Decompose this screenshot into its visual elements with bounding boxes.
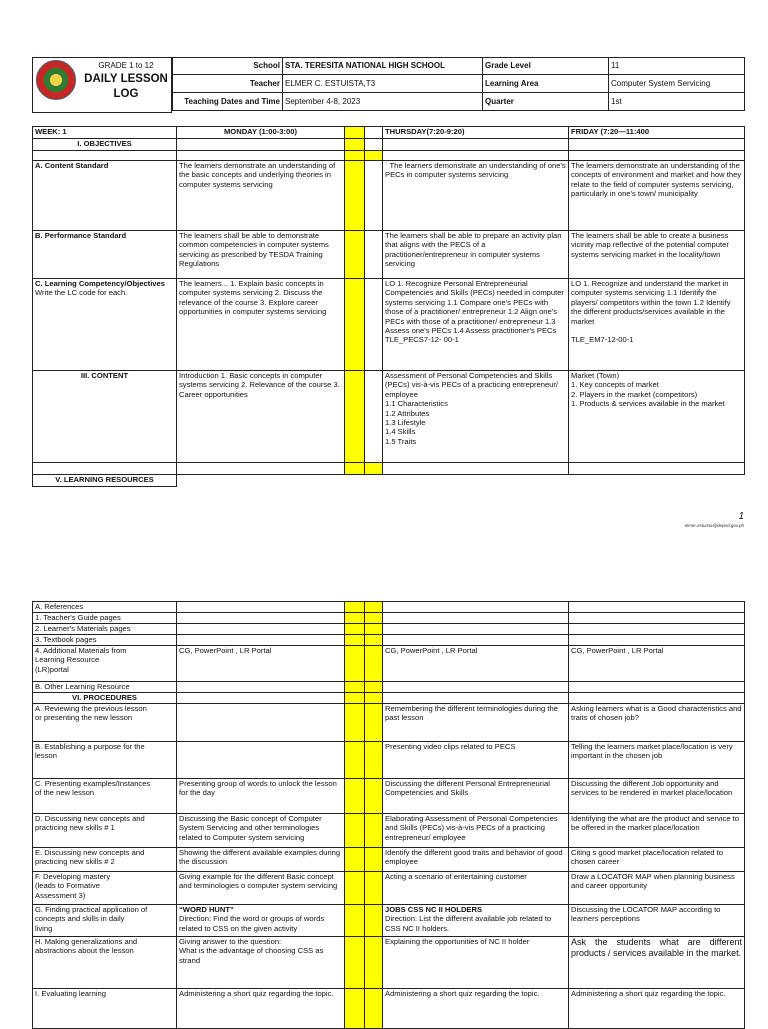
word-hunt-title: “WORD HUNT” [179,905,234,914]
procedure-i-label: I. Evaluating learning [33,989,177,1029]
procedure-i-fri: Administering a short quiz regarding the topic. [569,989,745,1029]
additional-materials-label: 4. Additional Materials from Learning Resource (LR)portal [33,646,177,682]
procedure-b-thu: Presenting video clips related to PECS [383,742,569,779]
procedure-a-thu: Remembering the different terminologies during the past lesson [383,704,569,742]
blank-cell [383,463,569,475]
procedure-f-fri: Draw a LOCATOR MAP when planning business and career opportunity [569,872,745,905]
procedures-heading: VI. PROCEDURES [33,693,177,704]
thursday-header: THURSDAY(7:20-9:20) [383,127,569,139]
page-number: 1 [738,511,744,522]
references-label: A. References [33,602,177,613]
blank-cell [33,151,177,161]
procedure-g-mon: Direction: Find the word or groups of words related to CSS on the given activity [179,914,325,933]
yellow-cell [345,279,365,371]
competency-mon: The learners... 1. Explain basic concepts in computer systems servicing 2. Discuss the relevance of the course 3. Explore career opportunities in computer systems servicing [177,279,345,371]
competency-label: C. Learning Competency/Objectives [35,279,165,288]
footer-email: elmer.estuista@deped.gov.ph [684,523,744,528]
procedure-h-label: H. Making generalizations and abstractions about the lesson [33,937,177,989]
content-fri: Market (Town) 1. Key concepts of market 2. Players in the market (competitors) 1. Products & services available in the market [569,371,745,463]
grade-level-value: 11 [609,58,745,75]
blank-cell [383,693,569,704]
learning-area-value: Computer System Servicing [609,75,745,93]
grade-range-label: GRADE 1 to 12 [98,61,154,70]
learning-area-label: Learning Area [483,75,609,93]
content-standard-label: A. Content Standard [33,161,177,231]
yellow-cell [345,814,365,848]
blank-cell [569,463,745,475]
procedure-g-label: G. Finding practical application of concepts and skills in daily living [33,905,177,937]
content-standard-mon: The learners demonstrate an understanding of the basic concepts and underlying theories in computer systems servicing [177,161,345,231]
blank-cell [569,151,745,161]
yellow-cell [345,463,365,475]
performance-standard-fri: The learners shall be able to create a business vicinity map reflective of the potential computer systems servicing market in the locality/town [569,231,745,279]
content-label: III. CONTENT [33,371,177,463]
yellow-cell [345,693,365,704]
yellow-cell [365,635,383,646]
week-label: WEEK: 1 [33,127,177,139]
procedure-a-label: A. Reviewing the previous lesson or presenting the new lesson [33,704,177,742]
blank-cell [365,139,383,151]
dates-label: Teaching Dates and Time [173,93,283,111]
blank-cell [177,151,345,161]
school-value: STA. TERESITA NATIONAL HIGH SCHOOL [283,58,483,75]
additional-materials-thu: CG, PowerPoint , LR Portal [383,646,569,682]
blank-cell [177,463,345,475]
procedure-e-label: E. Discussing new concepts and practicing new skills # 2 [33,848,177,872]
procedure-c-label: C. Presenting examples/Instances of the new lesson [33,779,177,814]
competency-note: Write the LC code for each. [35,288,128,298]
performance-standard-thu: The learners shall be able to prepare an activity plan that aligns with the PECS of a practitioner/entrepreneur in computer systems servicing [383,231,569,279]
blank-cell [383,682,569,693]
blank-cell [383,151,569,161]
procedure-h-fri: Ask the students what are different products / services available in the market. [569,937,745,989]
teachers-guide-label: 1. Teacher's Guide pages [33,613,177,624]
yellow-cell [365,624,383,635]
yellow-cell [345,624,365,635]
blank-cell [365,279,383,371]
yellow-cell [345,848,365,872]
yellow-cell [365,602,383,613]
objectives-table [32,126,745,487]
quarter-value: 1st [609,93,745,111]
procedure-e-fri: Citing s good market place/location related to chosen career [569,848,745,872]
yellow-cell [345,646,365,682]
teacher-label: Teacher [173,75,283,93]
procedure-c-fri: Discussing the different Job opportunity and services to be rendered in market place/location [569,779,745,814]
blank-cell [569,613,745,624]
yellow-cell [365,848,383,872]
learners-materials-label: 2. Learner's Materials pages [33,624,177,635]
yellow-cell [345,779,365,814]
learning-resources-heading: V. LEARNING RESOURCES [33,475,177,487]
blank-cell [569,139,745,151]
procedure-a-fri: Asking learners what is a Good characteristics and traits of chosen job? [569,704,745,742]
blank-cell [569,682,745,693]
blank-cell [569,635,745,646]
other-learning-resource-label: B. Other Learning Resource [33,682,177,693]
procedure-c-mon: Presenting group of words to unlock the lesson for the day [177,779,345,814]
procedure-h-mon: Giving answer to the question: What is the advantage of choosing CSS as strand [177,937,345,989]
procedure-f-label: F. Developing mastery (leads to Formative Assessment 3) [33,872,177,905]
yellow-cell [365,646,383,682]
additional-materials-mon: CG, PowerPoint , LR Portal [177,646,345,682]
additional-materials-fri: CG, PowerPoint , LR Portal [569,646,745,682]
blank-cell [177,624,345,635]
competency-fri: LO 1. Recognize and understand the market in computer systems servicing 1.1 Identify the players/ competitors within the town 1.2 Identify the different products/services available in the market TLE_EM7-12-00-1 [569,279,745,371]
yellow-col-1 [345,127,365,139]
procedure-a-mon [177,704,345,742]
content-mon: Introduction 1. Basic concepts in computer systems servicing 2. Relevance of the course 3. Career opportunities [177,371,345,463]
procedure-d-mon: Discussing the Basic concept of Computer System Servicing and other terminologies related to Computer system servicing [177,814,345,848]
procedures-table [32,601,745,1029]
procedure-e-mon: Showing the different available examples during the discussion [177,848,345,872]
yellow-cell [345,371,365,463]
procedure-d-fri: Identifying the what are the product and service to be offered in the market place/location [569,814,745,848]
yellow-cell [365,937,383,989]
procedure-g-mon-cell [177,905,345,937]
content-standard-thu: ` The learners demonstrate an understanding of one's PECs in computer systems servicing [383,161,569,231]
yellow-cell [345,613,365,624]
blank-cell [569,624,745,635]
procedure-b-mon [177,742,345,779]
blank-cell [569,693,745,704]
textbook-label: 3. Textbook pages [33,635,177,646]
yellow-cell [345,682,365,693]
yellow-cell [345,161,365,231]
blank-cell [177,613,345,624]
yellow-cell [365,779,383,814]
procedure-d-label: D. Discussing new concepts and practicing new skills # 1 [33,814,177,848]
friday-header: FRIDAY (7:20—11:400 [569,127,745,139]
yellow-cell [365,742,383,779]
yellow-cell [365,872,383,905]
yellow-cell [345,635,365,646]
procedure-h-thu: Explaining the opportunities of NC II holder [383,937,569,989]
yellow-cell [365,704,383,742]
procedure-b-fri: Telling the learners market place/location is very important in the chosen job [569,742,745,779]
content-thu: Assessment of Personal Competencies and Skills (PECs) vis-à-vis PECs of a practicing entrepreneur/ employee 1.1 Characteristics 1.2 Attributes 1.3 Lifestyle 1.4 Skills 1.5 Traits [383,371,569,463]
blank-cell [177,635,345,646]
procedure-e-thu: Identify the different good traits and behavior of good employee [383,848,569,872]
yellow-cell [345,231,365,279]
blank-cell [383,613,569,624]
school-label: School [173,58,283,75]
yellow-cell [365,682,383,693]
grade-level-label: Grade Level [483,58,609,75]
yellow-cell [345,139,365,151]
blank-cell [383,139,569,151]
header-table [172,57,745,111]
yellow-cell [365,814,383,848]
yellow-cell [365,989,383,1029]
yellow-cell [345,602,365,613]
blank-cell [383,635,569,646]
quarter-label: Quarter [483,93,609,111]
competency-thu: LO 1. Recognize Personal Entrepreneurial Competencies and Skills (PECs) needed in computer systems servicing 1.1 Compare one's PECs with those of a practitioner/ entrepreneur 1.2 Align one's PECs with those of a practitioner/ entrepreneur 1.3 Assess one's PECs 1.4 Assess practitioner's PECs TLE_PECS7-12- 00-1 [383,279,569,371]
yellow-cell [365,613,383,624]
jobs-css-title: JOBS CSS NC II HOLDERS [385,905,483,914]
content-standard-fri: The learners demonstrate an understanding of the concepts of environment and market and how they relate to the field of computer systems servicing, particularly in one's town/ municipality [569,161,745,231]
procedure-i-thu: Administering a short quiz regarding the topic. [383,989,569,1029]
competency-label-cell [33,279,177,371]
blank-cell [365,231,383,279]
blank-cell [177,139,345,151]
blank-col [365,127,383,139]
yellow-cell [345,742,365,779]
blank-cell [33,463,177,475]
procedure-f-mon: Giving example for the different Basic concept and terminologies o computer system servicing [177,872,345,905]
procedure-b-label: B. Establishing a purpose for the lesson [33,742,177,779]
dates-value: September 4-8, 2023 [283,93,483,111]
monday-header: MONDAY (1:00-3:00) [177,127,345,139]
dll-title-line1: DAILY LESSON [84,73,168,85]
objectives-heading: I. OBJECTIVES [33,139,177,151]
yellow-cell [345,989,365,1029]
procedure-i-mon: Administering a short quiz regarding the topic. [177,989,345,1029]
dll-title-line2: LOG [113,88,139,100]
blank-cell [569,602,745,613]
yellow-cell [345,872,365,905]
yellow-cell [365,463,383,475]
performance-standard-label: B. Performance Standard [33,231,177,279]
yellow-cell [345,704,365,742]
blank-cell [177,682,345,693]
yellow-cell [365,151,383,161]
procedure-g-thu-cell [383,905,569,937]
yellow-cell [365,905,383,937]
procedure-g-fri: Discussing the LOCATOR MAP according to learners perceptions [569,905,745,937]
procedure-g-thu: Direction: List the different available job related to CSS NC II holders. [385,914,552,933]
procedure-f-thu: Acting a scenario of entertaining customer [383,872,569,905]
procedure-d-thu: Elaborating Assessment of Personal Competencies and Skills (PECs) vis-à-vis PECs of a practicing entrepreneur/ employee [383,814,569,848]
yellow-cell [345,905,365,937]
yellow-cell [365,693,383,704]
blank-cell [177,693,345,704]
blank-cell [177,602,345,613]
yellow-cell [345,937,365,989]
blank-cell [177,475,745,487]
blank-cell [365,371,383,463]
procedure-c-thu: Discussing the different Personal Entrepreneurial Competencies and Skills [383,779,569,814]
performance-standard-mon: The learners shall be able to demonstrate common competencies in computer systems servicing as prescribed by TESDA Training Regulations [177,231,345,279]
yellow-cell [345,151,365,161]
teacher-value: ELMER C. ESTUISTA,T3 [283,75,483,93]
blank-cell [365,161,383,231]
blank-cell [383,624,569,635]
blank-cell [383,602,569,613]
